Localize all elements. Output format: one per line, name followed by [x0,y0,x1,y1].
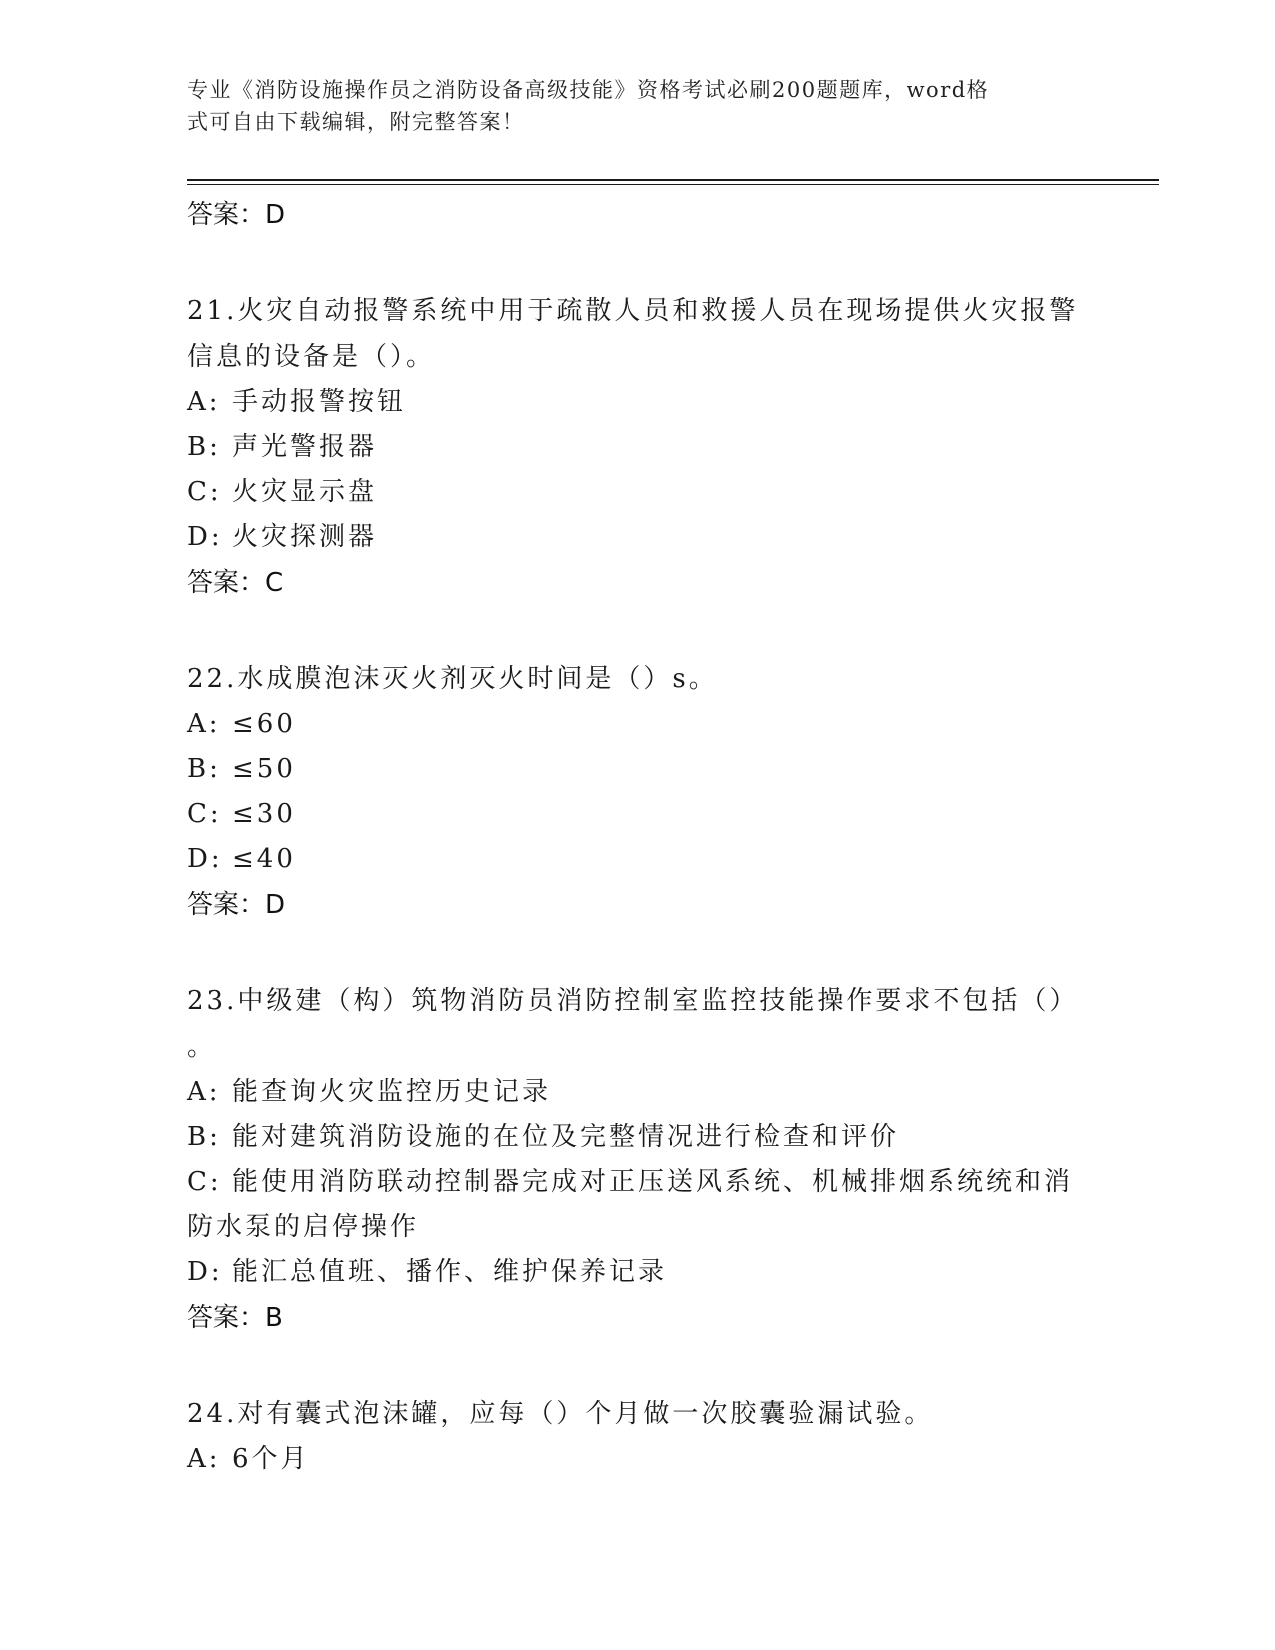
header-line-1: 专业《消防设施操作员之消防设备高级技能》资格考试必刷200题题库，word格 [187,78,990,102]
option-a [187,1070,1087,1115]
option-label: A: [187,387,221,417]
option-text: ≤40 [232,844,296,874]
option-c-continuation: 防水泵的启停操作 [187,1212,420,1242]
header-line-2: 式可自由下载编辑，附完整答案！ [187,110,525,134]
header-divider-thick [187,179,1159,181]
question-22 [187,656,1087,928]
question-stem [187,656,1087,702]
option-text: 6个月 [232,1444,310,1474]
option-label: C: [187,799,222,829]
option-a [187,380,1087,425]
option-label: C: [187,477,222,507]
option-label: A: [187,709,221,739]
option-text: 火灾探测器 [232,522,378,552]
previous-answer: 答案：D [187,200,286,230]
stem-line: 23.中级建（构）筑物消防员消防控制室监控技能操作要求不包括（） [187,986,1079,1016]
stem-line: 21.火灾自动报警系统中用于疏散人员和救援人员在现场提供火灾报警 [187,296,1079,326]
question-stem [187,1391,1087,1437]
option-b [187,747,1087,792]
option-text: 手动报警按钮 [232,387,407,417]
option-d [187,837,1087,882]
option-b [187,1115,1087,1160]
question-23 [187,978,1087,1341]
header-divider-thin [187,184,1159,185]
option-a [187,1437,1087,1482]
option-text: 能对建筑消防设施的在位及完整情况进行检查和评价 [232,1122,900,1152]
question-list [187,188,1087,1482]
option-d [187,515,1087,560]
option-label: B: [187,1122,221,1152]
option-text: 能使用消防联动控制器完成对正压送风系统、机械排烟系统统和消 [232,1167,1074,1197]
option-label: D: [187,1257,223,1287]
option-a [187,702,1087,747]
option-label: A: [187,1444,221,1474]
question-stem [187,978,1087,1070]
answer-line: 答案：B [187,1303,283,1333]
option-label: C: [187,1167,222,1197]
question-24 [187,1391,1087,1482]
option-text: 能汇总值班、播作、维护保养记录 [232,1257,668,1287]
question-21 [187,288,1087,606]
question-stem [187,288,1087,380]
option-c [187,470,1087,515]
option-label: D: [187,522,223,552]
option-text: ≤30 [232,799,296,829]
answer-line: 答案：D [187,890,286,920]
option-label: A: [187,1077,221,1107]
option-label: B: [187,754,221,784]
answer-line: 答案：C [187,568,284,598]
option-d [187,1250,1087,1295]
option-text: ≤60 [232,709,296,739]
option-b [187,425,1087,470]
option-label: D: [187,844,223,874]
option-c [187,1160,1087,1205]
stem-line: 24.对有囊式泡沫罐，应每（）个月做一次胶囊验漏试验。 [187,1399,934,1429]
stem-line: 信息的设备是（）。 [187,342,436,372]
option-text: 声光警报器 [232,432,378,462]
stem-line: 22.水成膜泡沫灭火剂灭火时间是（）s。 [187,664,718,694]
option-text: 能查询火灾监控历史记录 [232,1077,552,1107]
option-text: 火灾显示盘 [232,477,378,507]
option-label: B: [187,432,221,462]
stem-line: 。 [187,1032,217,1062]
document-header [187,74,1067,138]
option-c [187,792,1087,837]
option-text: ≤50 [232,754,296,784]
